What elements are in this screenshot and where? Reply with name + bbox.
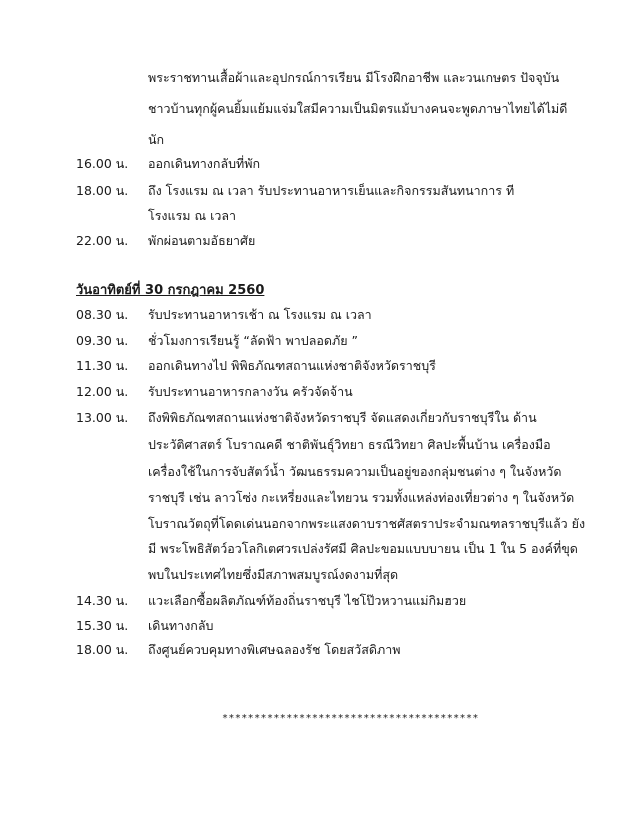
schedule-time: 18.00 น. bbox=[76, 642, 129, 657]
schedule-desc: ราชบุรี เช่น ลาวโซ่ง กะเหรี่ยงและไทยวน รวมทั้งแหล่งท่องเที่ยวต่าง ๆ ในจังหวัด bbox=[148, 490, 575, 505]
day-heading: วันอาทิตย์ที่ 30 กรกฎาคม 2560 bbox=[76, 283, 265, 298]
schedule-desc: ออกเดินทางไป พิพิธภัณฑสถานแห่งชาติจังหวัดราชบุรี bbox=[148, 358, 436, 373]
schedule-desc: ถึงศูนย์ควบคุมทางพิเศษฉลองรัช โดยสวัสดิภาพ bbox=[148, 642, 401, 657]
schedule-desc: ถึงพิพิธภัณฑสถานแห่งชาติจังหวัดราชบุรี จัดแสดงเกี่ยวกับราชบุรีใน ด้าน bbox=[148, 410, 537, 425]
schedule-desc: เครื่องใช้ในการจับสัตว์น้ำ วัฒนธรรมความเป็นอยู่ของกลุ่มชนต่าง ๆ ในจังหวัด bbox=[148, 464, 562, 479]
intro-line: ชาวบ้านทุกผู้คนยิ้มแย้มแจ่มใสมีความเป็นมิตรแม้บางคนจะพูดภาษาไทยได้ไม่ดี bbox=[148, 101, 568, 116]
schedule-time: 14.30 น. bbox=[76, 593, 129, 608]
schedule-time: 16.00 น. bbox=[76, 156, 129, 171]
schedule-desc: ถึง โรงแรม ณ เวลา รับประทานอาหารเย็นและกิจกรรมสันทนาการ ที bbox=[148, 183, 515, 198]
schedule-time: 13.00 น. bbox=[76, 410, 129, 425]
schedule-time: 08.30 น. bbox=[76, 307, 129, 322]
schedule-desc: มี พระโพธิสัตว์อวโลกิเตศวรเปล่งรัศมี ศิลปะขอมแบบบายน เป็น 1 ใน 5 องค์ที่ขุด bbox=[148, 541, 578, 556]
schedule-desc: ออกเดินทางกลับที่พัก bbox=[148, 156, 261, 171]
schedule-desc: โบราณวัตถุที่โดดเด่นนอกจากพระแสงดาบราชศัสตราประจำมณฑลราชบุรีแล้ว ยัง bbox=[148, 516, 586, 531]
schedule-desc: เดินทางกลับ bbox=[148, 618, 214, 633]
schedule-time: 12.00 น. bbox=[76, 384, 129, 399]
schedule-desc: พักผ่อนตามอัธยาศัย bbox=[148, 233, 256, 248]
intro-line: นัก bbox=[148, 132, 165, 147]
schedule-desc: รับประทานอาหารกลางวัน ครัวจัดจ้าน bbox=[148, 384, 353, 399]
schedule-desc: ชั่วโมงการเรียนรู้ “ลัดฟ้า พาปลอดภัย ” bbox=[148, 333, 358, 348]
schedule-time: 15.30 น. bbox=[76, 618, 129, 633]
intro-line: พระราชทานเสื้อผ้าและอุปกรณ์การเรียน มีโรงฝึกอาชีพ และวนเกษตร ปัจจุบัน bbox=[148, 70, 560, 85]
schedule-time: 22.00 น. bbox=[76, 233, 129, 248]
schedule-desc: โรงแรม ณ เวลา bbox=[148, 208, 237, 223]
schedule-desc: พบในประเทศไทยซึ่งมีสภาพสมบูรณ์งดงามที่สุด bbox=[148, 567, 399, 582]
schedule-desc: แวะเลือกซื้อผลิตภัณฑ์ท้องถิ่นราชบุรี ไชโป๊วหวานแม่กิมฮวย bbox=[148, 593, 467, 608]
schedule-time: 09.30 น. bbox=[76, 333, 129, 348]
footer-separator: **************************************** bbox=[222, 713, 479, 724]
schedule-time: 11.30 น. bbox=[76, 358, 129, 373]
schedule-desc: ประวัติศาสตร์ โบราณคดี ชาติพันธุ์วิทยา ธรณีวิทยา ศิลปะพื้นบ้าน เครื่องมือ bbox=[148, 437, 551, 452]
schedule-time: 18.00 น. bbox=[76, 183, 129, 198]
schedule-desc: รับประทานอาหารเช้า ณ โรงแรม ณ เวลา bbox=[148, 307, 372, 322]
